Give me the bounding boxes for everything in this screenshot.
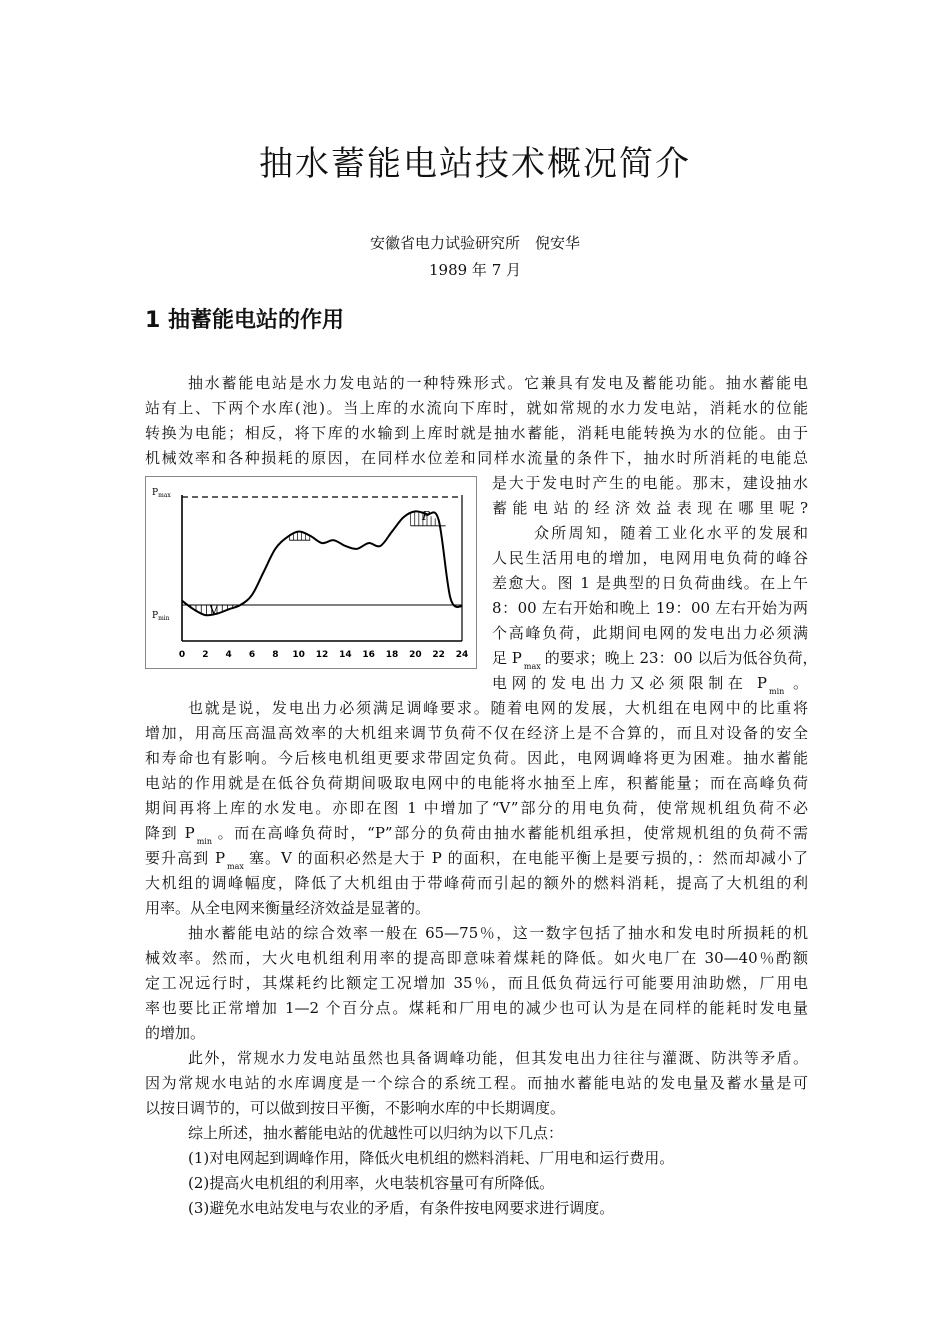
paragraph-line: 此外，常规水力发电站虽然也具备调峰功能，但其发电出力往往与灌溉、防洪等矛盾。 [188,1049,808,1067]
x-tick-label: 12 [315,650,329,660]
paragraph-line: 和寿命也有影响。今后核电机组更要求带固定负荷。因此，电网调峰将更为困难。抽水蓄能 [145,749,808,767]
paragraph-line: 8：00 左右开始和晚上 19：00 左右开始为两 [492,599,808,617]
x-tick-label: 16 [362,650,375,660]
document-title: 抽水蓄能电站技术概况简介 [259,144,691,184]
text-run: 电网的发电出力又必须限制在 P [492,674,768,692]
subscript: min [769,687,785,696]
text-run: 塞。V 的面积必然是大于 P 的面积，在电能平衡上是要亏损的，：然而却减小了 [247,849,808,867]
x-tick-label: 22 [432,650,445,660]
text-run: 足 P [492,649,522,667]
paragraph-line: 蓄能电站的经济效益表现在哪里呢? [492,499,808,517]
v-area-label: V [209,603,219,618]
list-item: (3)避免水电站发电与农业的矛盾，有条件按电网要求进行调度。 [188,1199,615,1217]
text-run: 。而在高峰负荷时，“P”部分的负荷由抽水蓄能机组承担，使常规机组的负荷不需 [216,824,808,842]
paragraph-line: 大机组的调峰幅度，降低了大机组由于带峰荷而引起的额外的燃料消耗，提高了大机组的利 [145,874,808,892]
pmax-label [152,488,171,499]
paragraph-line: 抽水蓄能电站的综合效率一般在 65—75％，这一数字包括了抽水和发电时所损耗的机 [188,924,808,942]
paragraph-line: 抽水蓄能电站是水力发电站的一种特殊形式。它兼具有发电及蓄能功能。抽水蓄能电 [188,374,808,392]
pmin-label-main: P [152,611,159,621]
paragraph-line: 站有上、下两个水库(池)。当上库的水流向下库时，就如常规的水力发电站，消耗水的位能 [145,399,808,417]
paragraph-line: 械效率。然而，大火电机组利用率的提高即意味着煤耗的降低。如火电厂在 30—40％酌额 [145,949,808,967]
paragraph-line: 也就是说，发电出力必须满足调峰要求。随着电网的发展，大机组在电网中的比重将 [188,699,808,717]
subscript: max [523,662,541,671]
load-curve-chart [146,477,476,668]
paragraph-line: 增加，用高压高温高效率的大机组来调节负荷不仅在经济上是不合算的，而且对设备的安全 [145,724,808,742]
v-area-hatch [191,605,462,615]
subscript: min [196,837,213,846]
paragraph-line: 人民生活用电的增加，电网用电负荷的峰谷 [492,549,808,567]
text-run: 。 [788,674,808,692]
paragraph-line: 率也要比正常增加 1—2 个百分点。煤耗和厂用电的减少也可认为是在同样的能耗时发电量 [145,999,808,1017]
paragraph-line: 转换为电能；相反，将下库的水输到上库时就是抽水蓄能，消耗电能转换为水的位能。由于 [145,424,808,442]
paragraph-line: 个高峰负荷，此期间电网的发电出力必须满 [492,624,808,642]
paragraph-line: 众所周知，随着工业化水平的发展和 [534,524,808,542]
paragraph-line: 差愈大。图 1 是典型的日负荷曲线。在上午 [492,574,808,592]
paragraph-line: 定工况远行时，其煤耗约比额定工况增加 35％，而且低负荷远行可能要用油助燃，厂用电 [145,974,808,992]
pmin-label-sub: min [158,615,170,622]
section-heading: 1 抽蓄能电站的作用 [145,308,344,333]
x-tick-label: 6 [248,650,256,660]
x-tick-label: 0 [178,650,186,660]
paragraph-line: 综上所述，抽水蓄能电站的优越性可以归纳为以下几点： [188,1124,564,1142]
x-tick-label: 20 [409,650,422,660]
x-tick-label: 10 [292,650,305,660]
list-item: (2)提高火电机组的利用率，火电装机容量可有所降低。 [188,1174,555,1192]
paragraph-line: 机械效率和各种损耗的原因，在同样水位差和同样水流量的条件下，抽水时所消耗的电能总 [145,449,808,467]
x-tick-label: 4 [225,650,232,660]
x-tick-label: 24 [455,650,469,660]
pmax-label-main: P [152,488,159,498]
text-run: 的要求；晚上 23：00 以后为低谷负荷， [544,649,818,667]
x-tick-label: 14 [339,650,352,660]
text-run: 降到 P [145,824,195,842]
pmin-label [152,611,170,622]
pmax-label-sub: max [158,492,171,499]
x-tick-label: 2 [202,650,209,660]
paragraph-line: 以按日调节的，可以做到按日平衡，不影响水库的中长期调度。 [145,1099,566,1117]
list-item: (1)对电网起到调峰作用，降低火电机组的燃料消耗、厂用电和运行费用。 [188,1149,675,1167]
paragraph-line: 是大于发电时产生的电能。那末，建设抽水 [492,474,808,492]
paragraph-line: 的增加。 [145,1024,206,1042]
x-tick-label: 8 [272,650,279,660]
subscript: max [227,862,244,871]
paragraph-line: 因为常规水电站的水库调度是一个综合的系统工程。而抽水蓄能电站的发电量及蓄水量是可 [145,1074,808,1092]
text-run: 要升高到 P [145,849,226,867]
paragraph-line: 用率。从全电网来衡量经济效益是显著的。 [145,899,431,917]
p-area-label: P [422,509,431,523]
author-line: 安徽省电力试验研究所 倪安华 [369,234,580,252]
load-curve-figure [145,476,477,669]
paragraph-line: 期间再将上库的水发电。亦即在图 1 中增加了“V”部分的用电负荷，使常规机组负荷不必 [145,799,808,817]
load-curve-line [182,511,462,615]
x-tick-labels [179,650,468,660]
paragraph-line: 电站的作用就是在低谷负荷期间吸取电网中的电能将水抽至上库，积蓄能量；而在高峰负荷 [145,774,808,792]
date-line: 1989 年 7 月 [428,261,522,279]
x-tick-label: 18 [385,650,399,660]
